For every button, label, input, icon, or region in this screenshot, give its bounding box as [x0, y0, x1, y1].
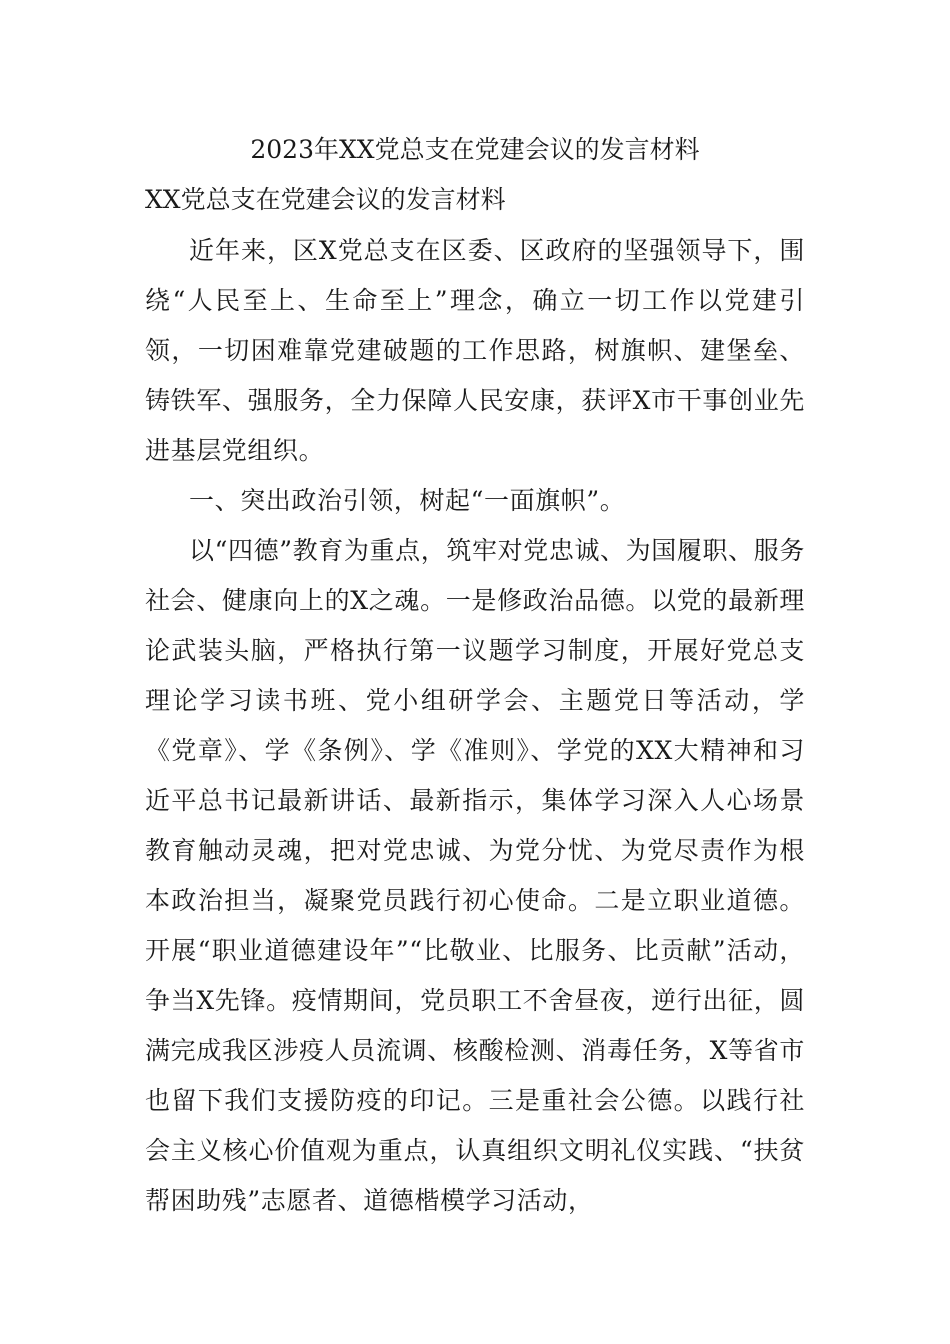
document-subtitle: XX党总支在党建会议的发言材料	[145, 185, 506, 214]
paragraph-section-1: 以“四德”教育为重点，筑牢对党忠诚、为国履职、服务社会、健康向上的X之魂。一是修政治品德。以党的最新理论武装头脑，严格执行第一议题学习制度，开展好党总支理论学习读书班、党小组研学会、主题党日等活动，学《党章》、学《条例》、学《准则》、学党的XX大精神和习近平总书记最新讲话、最新指示，集体学习深入人心场景教育触动灵魂，把对党忠诚、为党分忧、为党尽责作为根本政治担当，凝聚党员践行初心使命。二是立职业道德。开展“职业道德建设年”“比敬业、比服务、比贡献”活动，争当X先锋。疫情期间，党员职工不舍昼夜，逆行出征，圆满完成我区涉疫人员流调、核酸检测、消毒任务，X等省市也留下我们支援防疫的印记。三是重社会公德。以践行社会主义核心价值观为重点，认真组织文明礼仪实践、“扶贫帮困助残”志愿者、道德楷模学习活动，	[145, 536, 805, 1215]
document-title: 2023年XX党总支在党建会议的发言材料	[250, 135, 700, 164]
document-body	[145, 226, 805, 1226]
paragraph-intro: 近年来，区X党总支在区委、区政府的坚强领导下，围绕“人民至上、生命至上”理念，确立一切工作以党建引领，一切困难靠党建破题的工作思路，树旗帜、建堡垒、铸铁军、强服务，全力保障人民安康，获评X市干事创业先进基层党组织。	[145, 236, 805, 465]
section-heading-1: 一、突出政治引领，树起“一面旗帜”。	[189, 486, 626, 515]
